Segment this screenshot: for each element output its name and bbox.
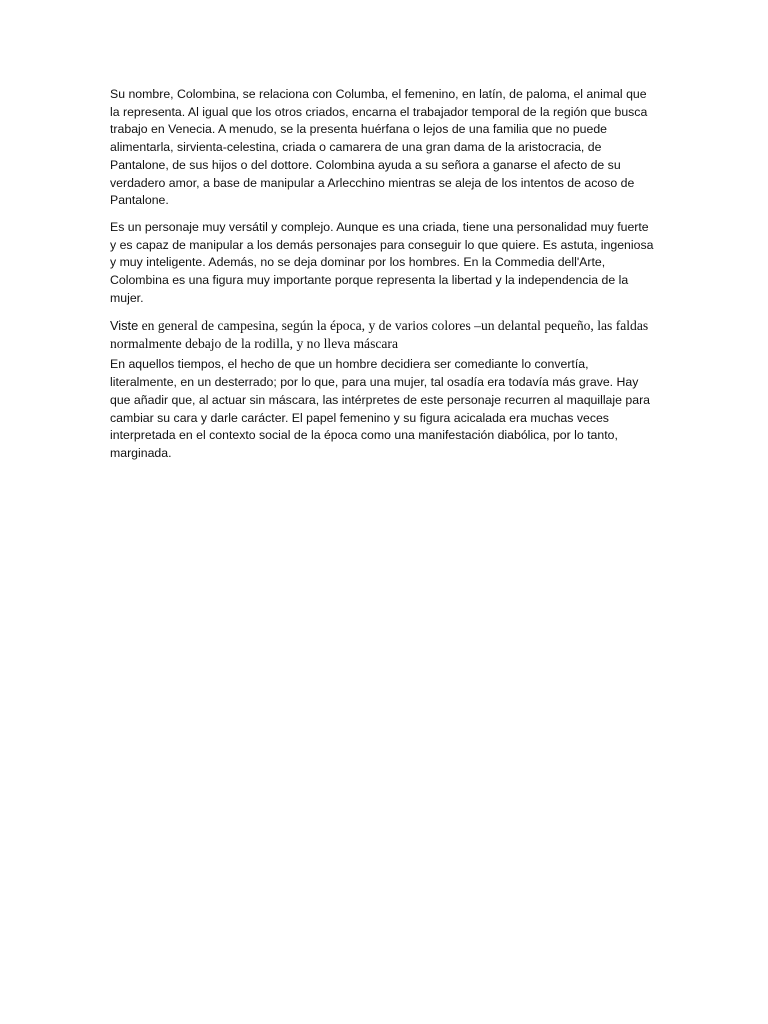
paragraph-costume: [110, 317, 658, 353]
costume-lead-word: Viste: [110, 318, 139, 334]
paragraph-origin: Su nombre, Colombina, se relaciona con Columba, el femenino, en latín, de paloma, el animal que la representa. Al igual que los otros criados, encarna el trabajador temporal de la región que busca trabajo en Venecia. A menudo, se la presenta huérfana o lejos de una familia que no puede alimentarla, sirvienta-celestina, criada o camarera de una gran dama de la aristocracia, de Pantalone, de sus hijos o del dottore. Colombina ayuda a su señora a ganarse el afecto de su verdadero amor, a base de manipular a Arlecchino mientras se aleja de los intentos de acoso de Pantalone.: [110, 87, 648, 208]
costume-text: en general de campesina, según la época, y de varios colores –un delantal pequeño, las faldas normalmente debajo de la rodilla, y no lleva máscara: [110, 318, 649, 352]
paragraph-social-context: En aquellos tiempos, el hecho de que un hombre decidiera ser comediante lo convertía, literalmente, en un desterrado; por lo que, para una mujer, tal osadía era todavía más grave. Hay que añadir que, al actuar sin máscara, las intérpretes de este personaje recurren al maquillaje para cambiar su cara y darle carácter. El papel femenino y su figura acicalada era muchas veces interpretada en el contexto social de la época como una manifestación diabólica, por lo tanto, marginada.: [110, 357, 651, 460]
document-body: [110, 86, 658, 463]
paragraph-personality: Es un personaje muy versátil y complejo. Aunque es una criada, tiene una personalidad muy fuerte y es capaz de manipular a los demás personajes para conseguir lo que quiere. Es astuta, ingeniosa y muy inteligente. Además, no se deja dominar por los hombres. En la Commedia dell'Arte, Colombina es una figura muy importante porque representa la libertad y la independencia de la mujer.: [110, 219, 654, 305]
